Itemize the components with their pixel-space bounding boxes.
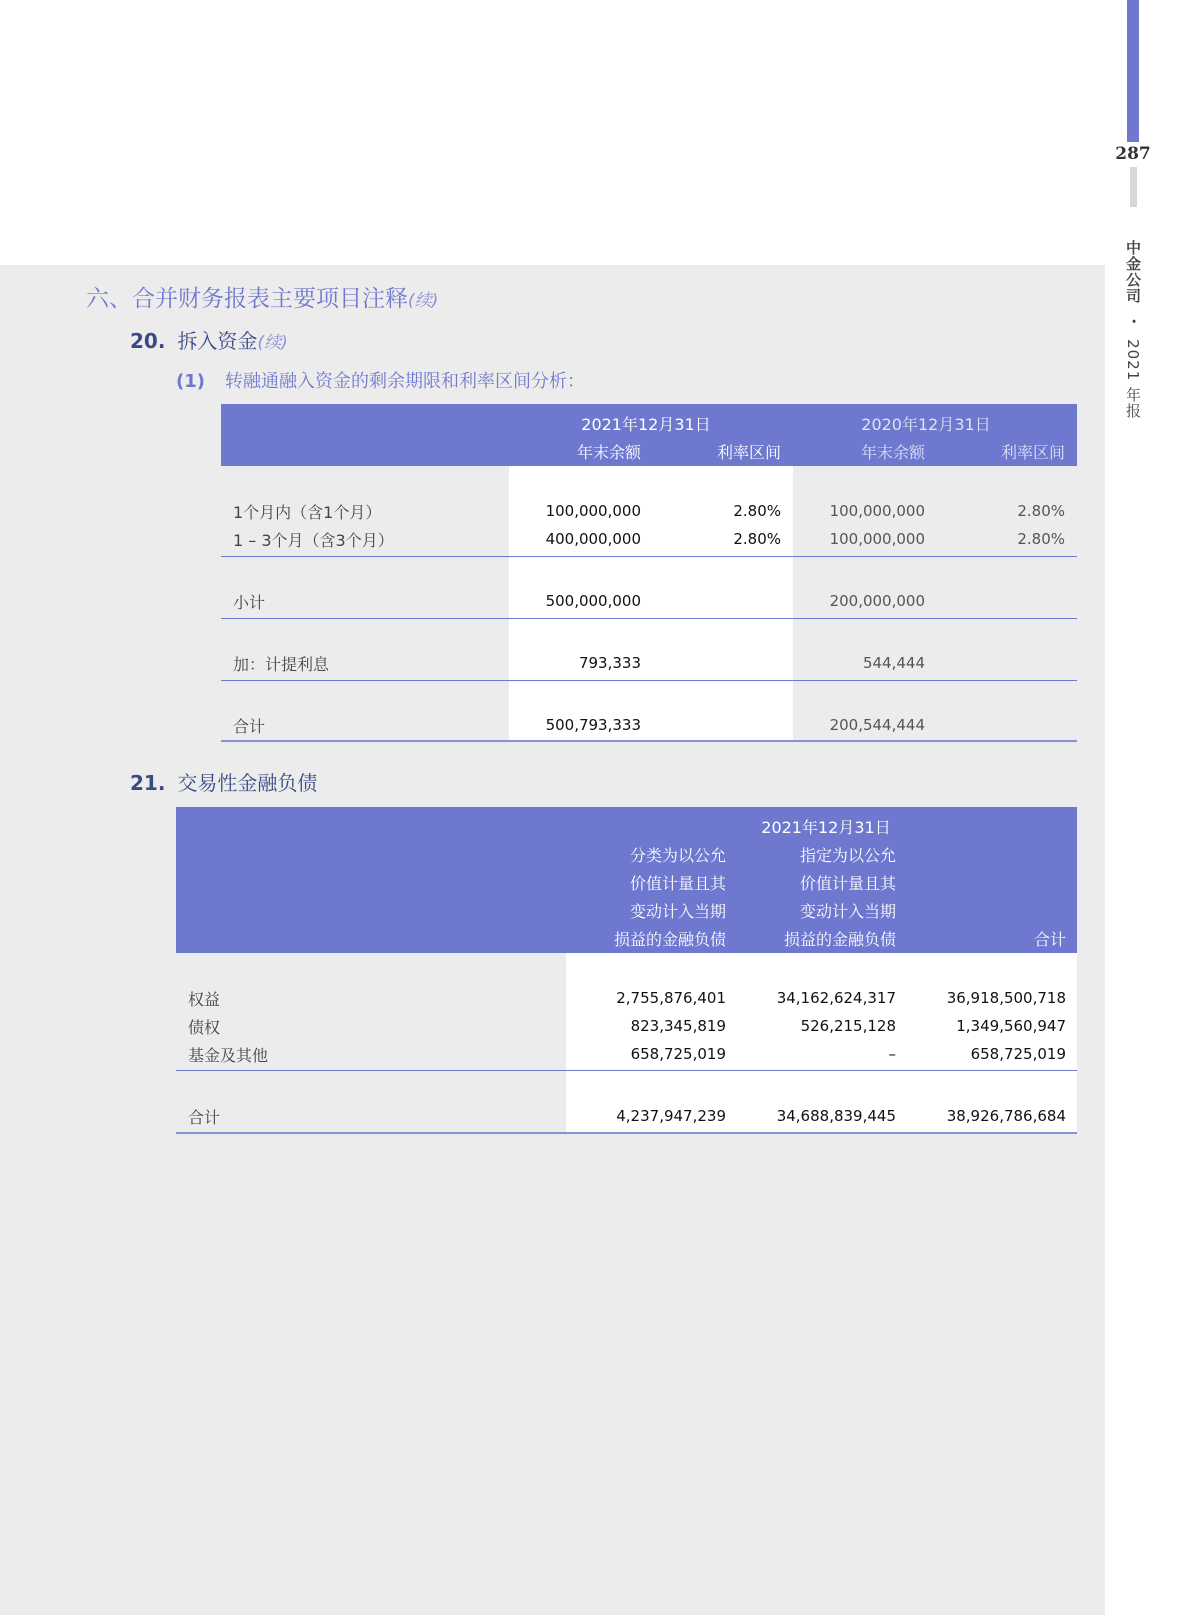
table-bottom-rule [221, 740, 1077, 742]
page-number: 287 [1115, 144, 1151, 164]
header-rate-2021: 利率区间 [716, 443, 781, 462]
header-col1-line1: 分类为以公允 [629, 846, 726, 865]
row-value: – [888, 1045, 896, 1063]
row-value: 658,725,019 [630, 1045, 726, 1063]
header-date-2021: 2021年12月31日 [581, 415, 711, 434]
total-label: 合计 [188, 1108, 221, 1127]
row-value: 100,000,000 [545, 502, 641, 520]
row-value: 658,725,019 [970, 1045, 1066, 1063]
row-label: 1个月内（含1个月） [233, 503, 382, 522]
row-value: 2.80% [733, 530, 781, 548]
side-running-title [1124, 240, 1144, 419]
section-heading [86, 280, 438, 313]
row-value: 36,918,500,718 [946, 989, 1066, 1007]
row-label: 基金及其他 [188, 1046, 269, 1065]
header-date: 2021年12月31日 [761, 818, 891, 837]
row-divider [221, 556, 1077, 557]
header-col2-line3: 变动计入当期 [799, 902, 896, 921]
row-value: 2.80% [1017, 502, 1065, 520]
section-title: 六、合并财务报表主要项目注释 [86, 286, 408, 312]
header-col3: 合计 [1033, 930, 1066, 949]
row-label: 债权 [188, 1018, 221, 1037]
interest-2020: 544,444 [862, 654, 925, 672]
subsection-20-continued: (续) [257, 333, 288, 353]
header-date-2020: 2020年12月31日 [861, 415, 991, 434]
refinancing-table [221, 404, 1077, 742]
total-label: 合计 [233, 717, 266, 736]
trading-liabilities-table [176, 807, 1077, 1134]
total-col3: 38,926,786,684 [946, 1107, 1066, 1125]
header-rate-2020: 利率区间 [1000, 443, 1065, 462]
interest-2021: 793,333 [578, 654, 641, 672]
row-label: 权益 [188, 990, 221, 1009]
header-col1-line3: 变动计入当期 [629, 902, 726, 921]
header-col1-line2: 价值计量且其 [629, 874, 726, 893]
row-value: 526,215,128 [800, 1017, 896, 1035]
side-accent-bar [1127, 0, 1139, 142]
row-value: 2.80% [733, 502, 781, 520]
header-col2-line4: 损益的金融负债 [783, 930, 896, 949]
total-col2: 34,688,839,445 [776, 1107, 896, 1125]
subsection-21-title: 交易性金融负债 [177, 771, 318, 795]
row-divider [176, 1070, 1077, 1071]
total-2020: 200,544,444 [829, 716, 925, 734]
subsection-20-title: 拆入资金 [177, 329, 258, 353]
subtotal-label: 小计 [233, 593, 266, 612]
row-value: 1,349,560,947 [956, 1017, 1066, 1035]
subtotal-2020: 200,000,000 [829, 592, 925, 610]
subsection-20-1-heading [176, 367, 585, 393]
side-dot: • [1127, 317, 1140, 326]
header-col2-line2: 价值计量且其 [799, 874, 896, 893]
subsection-21-heading [130, 767, 317, 796]
section-continued: (续) [408, 291, 439, 311]
subtotal-2021: 500,000,000 [545, 592, 641, 610]
header-col2-line1: 指定为以公允 [799, 846, 896, 865]
row-value: 100,000,000 [829, 530, 925, 548]
row-label: 1 – 3个月（含3个月） [233, 531, 394, 550]
subsection-20-1-title: 转融通融入资金的剩余期限和利率区间分析： [224, 371, 585, 392]
row-value: 2.80% [1017, 530, 1065, 548]
row-value: 823,345,819 [630, 1017, 726, 1035]
row-divider [221, 618, 1077, 619]
row-value: 2,755,876,401 [616, 989, 726, 1007]
header-col1-line4: 损益的金融负债 [613, 930, 726, 949]
interest-label: 加：计提利息 [233, 655, 330, 674]
row-value: 34,162,624,317 [776, 989, 896, 1007]
subsection-20-heading [130, 325, 288, 354]
side-divider-bar [1130, 167, 1137, 207]
row-divider [221, 680, 1077, 681]
row-value: 400,000,000 [545, 530, 641, 548]
subsection-20-1-number: (1) [176, 371, 205, 392]
side-company: 中金公司 [1124, 240, 1142, 304]
subsection-20-number: 20. [130, 329, 166, 353]
header-balance-2021: 年末余额 [576, 443, 641, 462]
row-value: 100,000,000 [829, 502, 925, 520]
side-report: 2021 年报 [1124, 339, 1142, 420]
header-balance-2020: 年末余额 [860, 443, 925, 462]
table-bottom-rule [176, 1132, 1077, 1134]
total-2021: 500,793,333 [545, 716, 641, 734]
total-col1: 4,237,947,239 [616, 1107, 726, 1125]
subsection-21-number: 21. [130, 771, 166, 795]
